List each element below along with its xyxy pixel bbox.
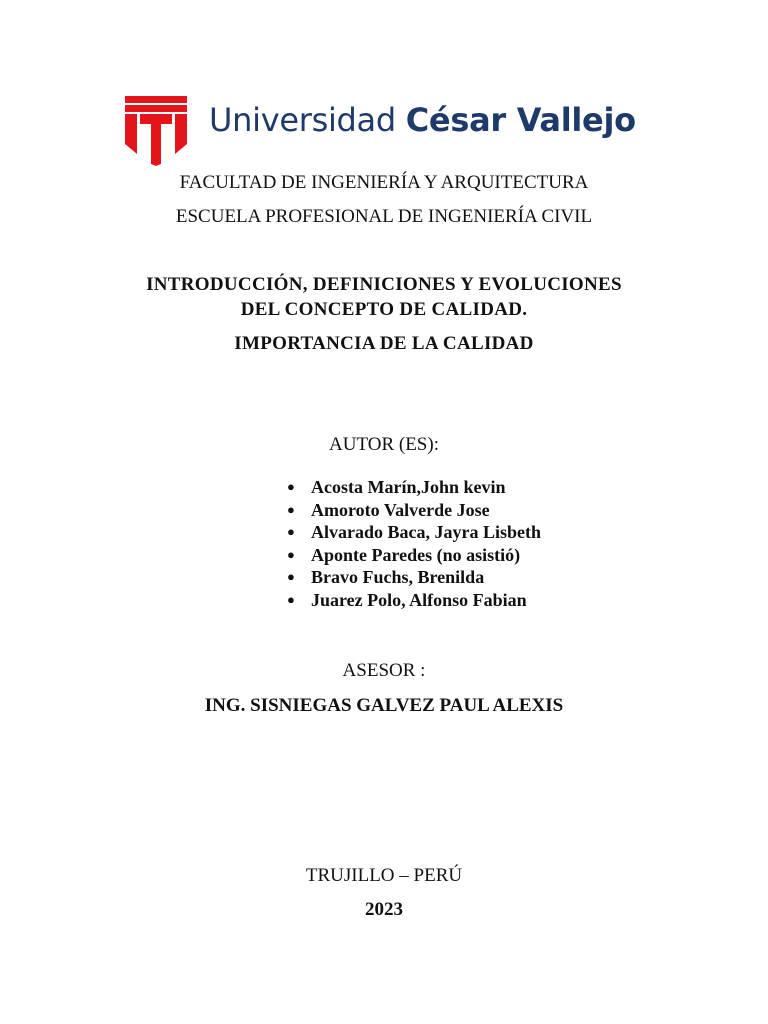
bullet-icon: ● (287, 591, 295, 607)
document-year: 2023 (365, 899, 403, 920)
university-wordmark (209, 98, 636, 142)
author-name: Acosta Marín,John kevin (311, 477, 506, 497)
author-item (287, 499, 541, 522)
university-logo (123, 94, 653, 166)
author-item (287, 521, 541, 544)
author-item (287, 589, 541, 612)
bullet-icon: ● (287, 546, 295, 562)
bullet-icon: ● (287, 569, 295, 585)
author-name: Amoroto Valverde Jose (311, 499, 490, 520)
bullet-icon: ● (287, 524, 295, 540)
faculty-name: FACULTAD DE INGENIERÍA Y ARQUITECTURA (179, 172, 589, 193)
bullet-icon: ● (287, 479, 295, 494)
wordmark-bold: César Vallejo (405, 101, 636, 139)
bullet-icon: ● (287, 501, 295, 517)
author-item (287, 566, 541, 589)
university-shield-icon (123, 94, 189, 166)
document-title-line-1: INTRODUCCIÓN, DEFINICIONES Y EVOLUCIONES (146, 274, 622, 295)
document-title-line-3: IMPORTANCIA DE LA CALIDAD (234, 333, 534, 354)
author-name: Juarez Polo, Alfonso Fabian (311, 589, 527, 610)
city-country: TRUJILLO – PERÚ (305, 865, 463, 886)
authors-label: AUTOR (ES): (329, 434, 439, 455)
school-name: ESCUELA PROFESIONAL DE INGENIERÍA CIVIL (175, 206, 593, 227)
wordmark-regular: Universidad (209, 101, 406, 139)
author-name: Bravo Fuchs, Brenilda (311, 567, 485, 588)
advisor-label: ASESOR : (342, 660, 426, 681)
author-item (287, 476, 541, 499)
author-item (287, 544, 541, 567)
author-name: Aponte Paredes (no asistió) (311, 544, 521, 565)
advisor-name: ING. SISNIEGAS GALVEZ PAUL ALEXIS (204, 695, 564, 716)
document-title-line-2: DEL CONCEPTO DE CALIDAD. (240, 299, 528, 320)
authors-list (287, 476, 541, 612)
author-name: Alvarado Baca, Jayra Lisbeth (311, 522, 542, 543)
